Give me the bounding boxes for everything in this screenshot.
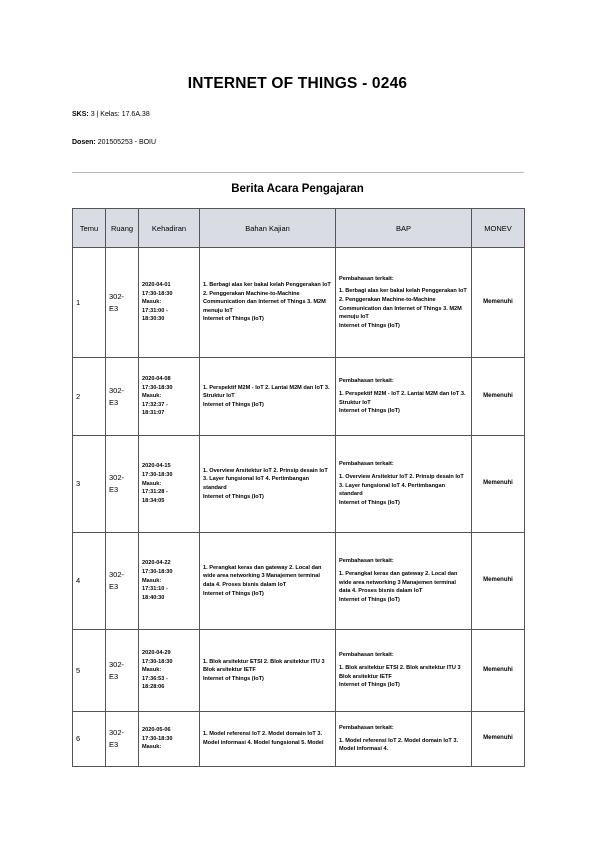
table-row [73, 358, 525, 436]
ruang-cell: 302- E3 [106, 712, 139, 767]
bahan-kajian-cell: 1. Perangkat keras dan gateway 2. Local dan wide area networking 3 Manajemen terminal data 4. Proses bisnis dalam IoT Internet of Things (IoT) [200, 533, 336, 630]
bap-prefix: Pembahasan terkait: [339, 275, 394, 282]
monev-cell: Memenuhi [472, 358, 525, 436]
table-header-row [73, 209, 525, 248]
bap-prefix: Pembahasan terkait: [339, 725, 394, 732]
ruang-cell: 302- E3 [106, 436, 139, 533]
bap-cell [336, 436, 472, 533]
bap-text: 1. Perspektif M2M - IoT 2. Lantai M2M dan IoT 3. Struktur IoT Internet of Things (IoT) [339, 390, 466, 415]
temu-cell: 3 [73, 436, 106, 533]
temu-cell: 5 [73, 630, 106, 712]
kehadiran-cell: 2020-04-29 17:30-18:30 Masuk: 17:36:53 - 18:28:06 [139, 630, 200, 712]
dosen-value: 201505253 - BOIU [97, 139, 157, 146]
kehadiran-cell: 2020-04-15 17:30-18:30 Masuk: 17:31:28 - 18:34:05 [139, 436, 200, 533]
bap-text: 1. Berbagi alas ker bakal kelah Penggerakan IoT 2. Penggerakan Machine-to-Machine Communication dan Internet of Things 3. M2M menuju IoT Internet of Things (IoT) [339, 288, 467, 329]
monev-cell: Memenuhi [472, 712, 525, 767]
col-ruang-header: Ruang [106, 209, 139, 248]
bap-cell [336, 712, 472, 767]
sks-kelas-line [72, 111, 150, 118]
temu-cell: 1 [73, 248, 106, 358]
bap-prefix: Pembahasan terkait: [339, 558, 394, 565]
divider [72, 172, 524, 173]
bap-cell [336, 358, 472, 436]
section-title: Berita Acara Pengajaran [231, 183, 364, 195]
bap-cell [336, 533, 472, 630]
dosen-label: Dosen: [72, 139, 96, 146]
kehadiran-cell: 2020-04-22 17:30-18:30 Masuk: 17:31:10 - 18:40:30 [139, 533, 200, 630]
bap-prefix: Pembahasan terkait: [339, 461, 394, 468]
ruang-cell: 302- E3 [106, 358, 139, 436]
ruang-cell: 302- E3 [106, 630, 139, 712]
sks-kelas-value: 3 | Kelas: 17.6A.38 [90, 111, 150, 118]
kehadiran-cell: 2020-05-06 17:30-18:30 Masuk: [139, 712, 200, 767]
kehadiran-cell: 2020-04-01 17:30-18:30 Masuk: 17:31:00 - 18:30:30 [139, 248, 200, 358]
bap-text: 1. Blok arsitektur ETSI 2. Blok arsitektur ITU 3 Blok arsitektur IETF Internet of Things (IoT) [339, 664, 461, 689]
table-row [73, 436, 525, 533]
bap-text: 1. Overview Arsitektur IoT 2. Prinsip desain IoT 3. Layer fungsional IoT 4. Pertimbangan standard Internet of Things (IoT) [339, 474, 464, 506]
sks-label: SKS: [72, 111, 89, 118]
monev-cell: Memenuhi [472, 630, 525, 712]
bahan-kajian-cell: 1. Model referensi IoT 2. Model domain IoT 3. Model informasi 4. Model fungsional 5. Model [200, 712, 336, 767]
page-title: INTERNET OF THINGS - 0246 [187, 75, 408, 92]
col-bahan-kajian-header: Bahan Kajian [200, 209, 336, 248]
bap-prefix: Pembahasan terkait: [339, 652, 394, 659]
bap-text: 1. Perangkat keras dan gateway 2. Local dan wide area networking 3 Manajemen terminal data 4. Proses bisnis dalam IoT Internet of Things (IoT) [339, 571, 458, 603]
col-temu-header: Temu [73, 209, 106, 248]
kehadiran-cell: 2020-04-08 17:30-18:30 Masuk: 17:32:37 - 18:31:07 [139, 358, 200, 436]
ruang-cell: 302- E3 [106, 248, 139, 358]
monev-cell: Memenuhi [472, 436, 525, 533]
bap-cell [336, 248, 472, 358]
temu-cell: 2 [73, 358, 106, 436]
table-row [73, 712, 525, 767]
table-row [73, 533, 525, 630]
monev-cell: Memenuhi [472, 533, 525, 630]
bahan-kajian-cell: 1. Overview Arsitektur IoT 2. Prinsip desain IoT 3. Layer fungsional IoT 4. Pertimbangan standard Internet of Things (IoT) [200, 436, 336, 533]
table-row [73, 248, 525, 358]
temu-cell: 6 [73, 712, 106, 767]
table-row [73, 630, 525, 712]
ruang-cell: 302- E3 [106, 533, 139, 630]
col-bap-header: BAP [336, 209, 472, 248]
bap-cell [336, 630, 472, 712]
temu-cell: 4 [73, 533, 106, 630]
monev-cell: Memenuhi [472, 248, 525, 358]
col-kehadiran-header: Kehadiran [139, 209, 200, 248]
dosen-line [72, 139, 156, 146]
bap-prefix: Pembahasan terkait: [339, 378, 394, 385]
col-monev-header: MONEV [472, 209, 525, 248]
bap-table [72, 208, 525, 767]
bap-text: 1. Model referensi IoT 2. Model domain IoT 3. Model informasi 4. [339, 737, 459, 753]
bahan-kajian-cell: 1. Perspektif M2M - IoT 2. Lantai M2M dan IoT 3. Struktur IoT Internet of Things (IoT) [200, 358, 336, 436]
bahan-kajian-cell: 1. Blok arsitektur ETSI 2. Blok arsitektur ITU 3 Blok arsitektur IETF Internet of Things (IoT) [200, 630, 336, 712]
bahan-kajian-cell: 1. Berbagi alas ker bakal kelah Penggerakan IoT 2. Penggerakan Machine-to-Machine Communication dan Internet of Things 3. M2M menuju IoT Internet of Things (IoT) [200, 248, 336, 358]
